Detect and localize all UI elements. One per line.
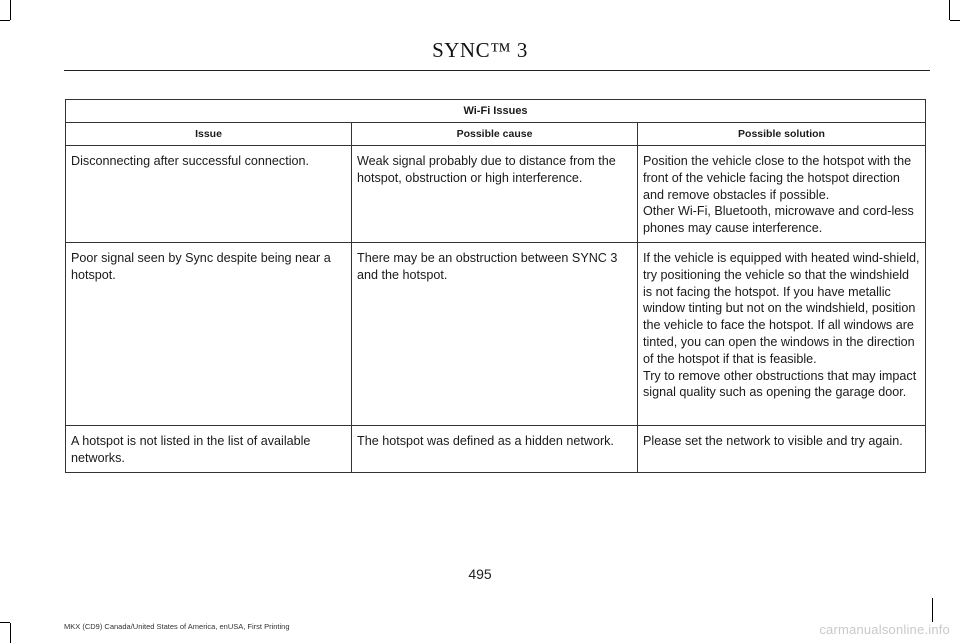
table-title: Wi-Fi Issues xyxy=(66,100,926,123)
crop-mark-top-right-v xyxy=(949,0,950,20)
column-header-solution: Possible solution xyxy=(638,123,926,146)
cause-cell: The hotspot was defined as a hidden network. xyxy=(352,425,638,472)
solution-paragraph: Try to remove other obstructions that may impact signal quality such as opening the garage door. xyxy=(643,368,917,400)
column-header-issue: Issue xyxy=(66,123,352,146)
solution-paragraph: Other Wi-Fi, Bluetooth, microwave and cord-less phones may cause interference. xyxy=(643,204,914,236)
footer-watermark[interactable]: carmanualsonline.info xyxy=(819,622,950,637)
table-row xyxy=(66,146,926,243)
crop-mark-bottom-left-v xyxy=(10,623,11,643)
table-row xyxy=(66,425,926,472)
solution-cell xyxy=(638,425,926,472)
table-row xyxy=(66,242,926,425)
cause-cell: Weak signal probably due to distance from the hotspot, obstruction or high interference. xyxy=(352,146,638,243)
column-header-cause: Possible cause xyxy=(352,123,638,146)
solution-paragraph: Please set the network to visible and try again. xyxy=(643,433,903,448)
footer-print-info: MKX (CD9) Canada/United States of America, enUSA, First Printing xyxy=(64,622,290,631)
cause-cell: There may be an obstruction between SYNC 3 and the hotspot. xyxy=(352,242,638,425)
page-number: 495 xyxy=(468,566,492,582)
page-header-title: SYNC™ 3 xyxy=(432,38,528,62)
solution-paragraph: Position the vehicle close to the hotspot with the front of the vehicle facing the hotspot direction and remove obstacles if possible. xyxy=(643,154,912,202)
wifi-issues-table xyxy=(65,99,926,473)
crop-mark-top-left-h xyxy=(0,20,10,21)
crop-mark-bottom-right-v xyxy=(932,598,933,622)
crop-mark-bottom-left-h xyxy=(0,622,10,623)
solution-cell xyxy=(638,242,926,425)
header-rule xyxy=(64,70,930,71)
crop-mark-top-left-v xyxy=(10,0,11,20)
issue-cell: Poor signal seen by Sync despite being near a hotspot. xyxy=(66,242,352,425)
crop-mark-top-right-h xyxy=(950,20,960,21)
issue-cell: A hotspot is not listed in the list of available networks. xyxy=(66,425,352,472)
solution-paragraph: If the vehicle is equipped with heated wind-shield, try positioning the vehicle so that the windshield is not facing the hotspot. If you have metallic window tinting but not on the windshield, position the vehicle to face the hotspot. If all windows are tinted, you can open the windows in the direction of the hotspot if that is feasible. xyxy=(643,250,920,366)
solution-cell xyxy=(638,146,926,243)
issue-cell: Disconnecting after successful connection. xyxy=(66,146,352,243)
